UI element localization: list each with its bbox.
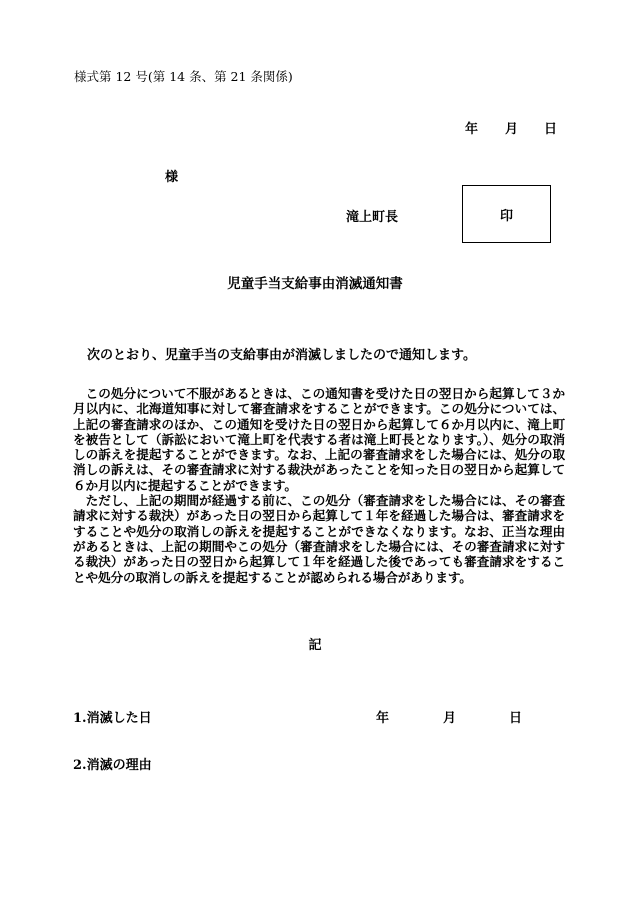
header-month-label: 月 (505, 122, 519, 137)
issuer-name: 滝上町長 (346, 210, 399, 225)
ki-heading: 記 (308, 638, 322, 653)
header-year-label: 年 (465, 122, 479, 137)
notice-paragraph: ただし、上記の期間が経過する前に、この処分（審査請求をした場合には、その審査請求に対する裁決）があった日の翌日から起算して１年を経過した場合は、審査請求をすることや処分の取消しの訴えを提起することができなくなります。なお、正当な理由があるときは、上記の期間やこの処分（審査請求をした場合には、その審査請求に対する裁決）があった日の翌日から起算して１年を経過した後であっても審査請求をすることや処分の取消しの訴えを提起することが認められる場合があります。 (73, 493, 565, 585)
seal-box (462, 185, 551, 243)
extinction-month-label: 月 (443, 711, 457, 726)
notice-paragraph: この処分について不服があるときは、この通知書を受けた日の翌日から起算して３か月以内に、北海道知事に対して審査請求をすることができます。この処分については、上記の審査請求のほか、この通知を受けた日の翌日から起算して６か月以内に、滝上町を被告として（訴訟において滝上町を代表する者は滝上町長となります。）、処分の取消しの訴えを提起することができます。なお、上記の審査請求をした場合には、処分の取消しの訴えは、その審査請求に対する裁決があったことを知った日の翌日から起算して６か月以内に提起することができます。 (73, 386, 565, 493)
extinction-day-label: 日 (509, 711, 523, 726)
appeal-notice (73, 386, 565, 585)
seal-label: 印 (499, 208, 513, 224)
addressee-suffix: 様 (165, 170, 179, 185)
header-day-label: 日 (544, 122, 558, 137)
extinction-year-label: 年 (376, 711, 390, 726)
form-number: 様式第 12 号(第 14 条、第 21 条関係) (74, 69, 293, 84)
extinction-reason-label: 2.消滅の理由 (73, 758, 152, 773)
intro-text: 次のとおり、児童手当の支給事由が消滅しましたので通知します。 (87, 348, 476, 363)
document-title: 児童手当支給事由消滅通知書 (227, 276, 403, 292)
extinction-date-label: 1.消滅した日 (73, 711, 152, 726)
